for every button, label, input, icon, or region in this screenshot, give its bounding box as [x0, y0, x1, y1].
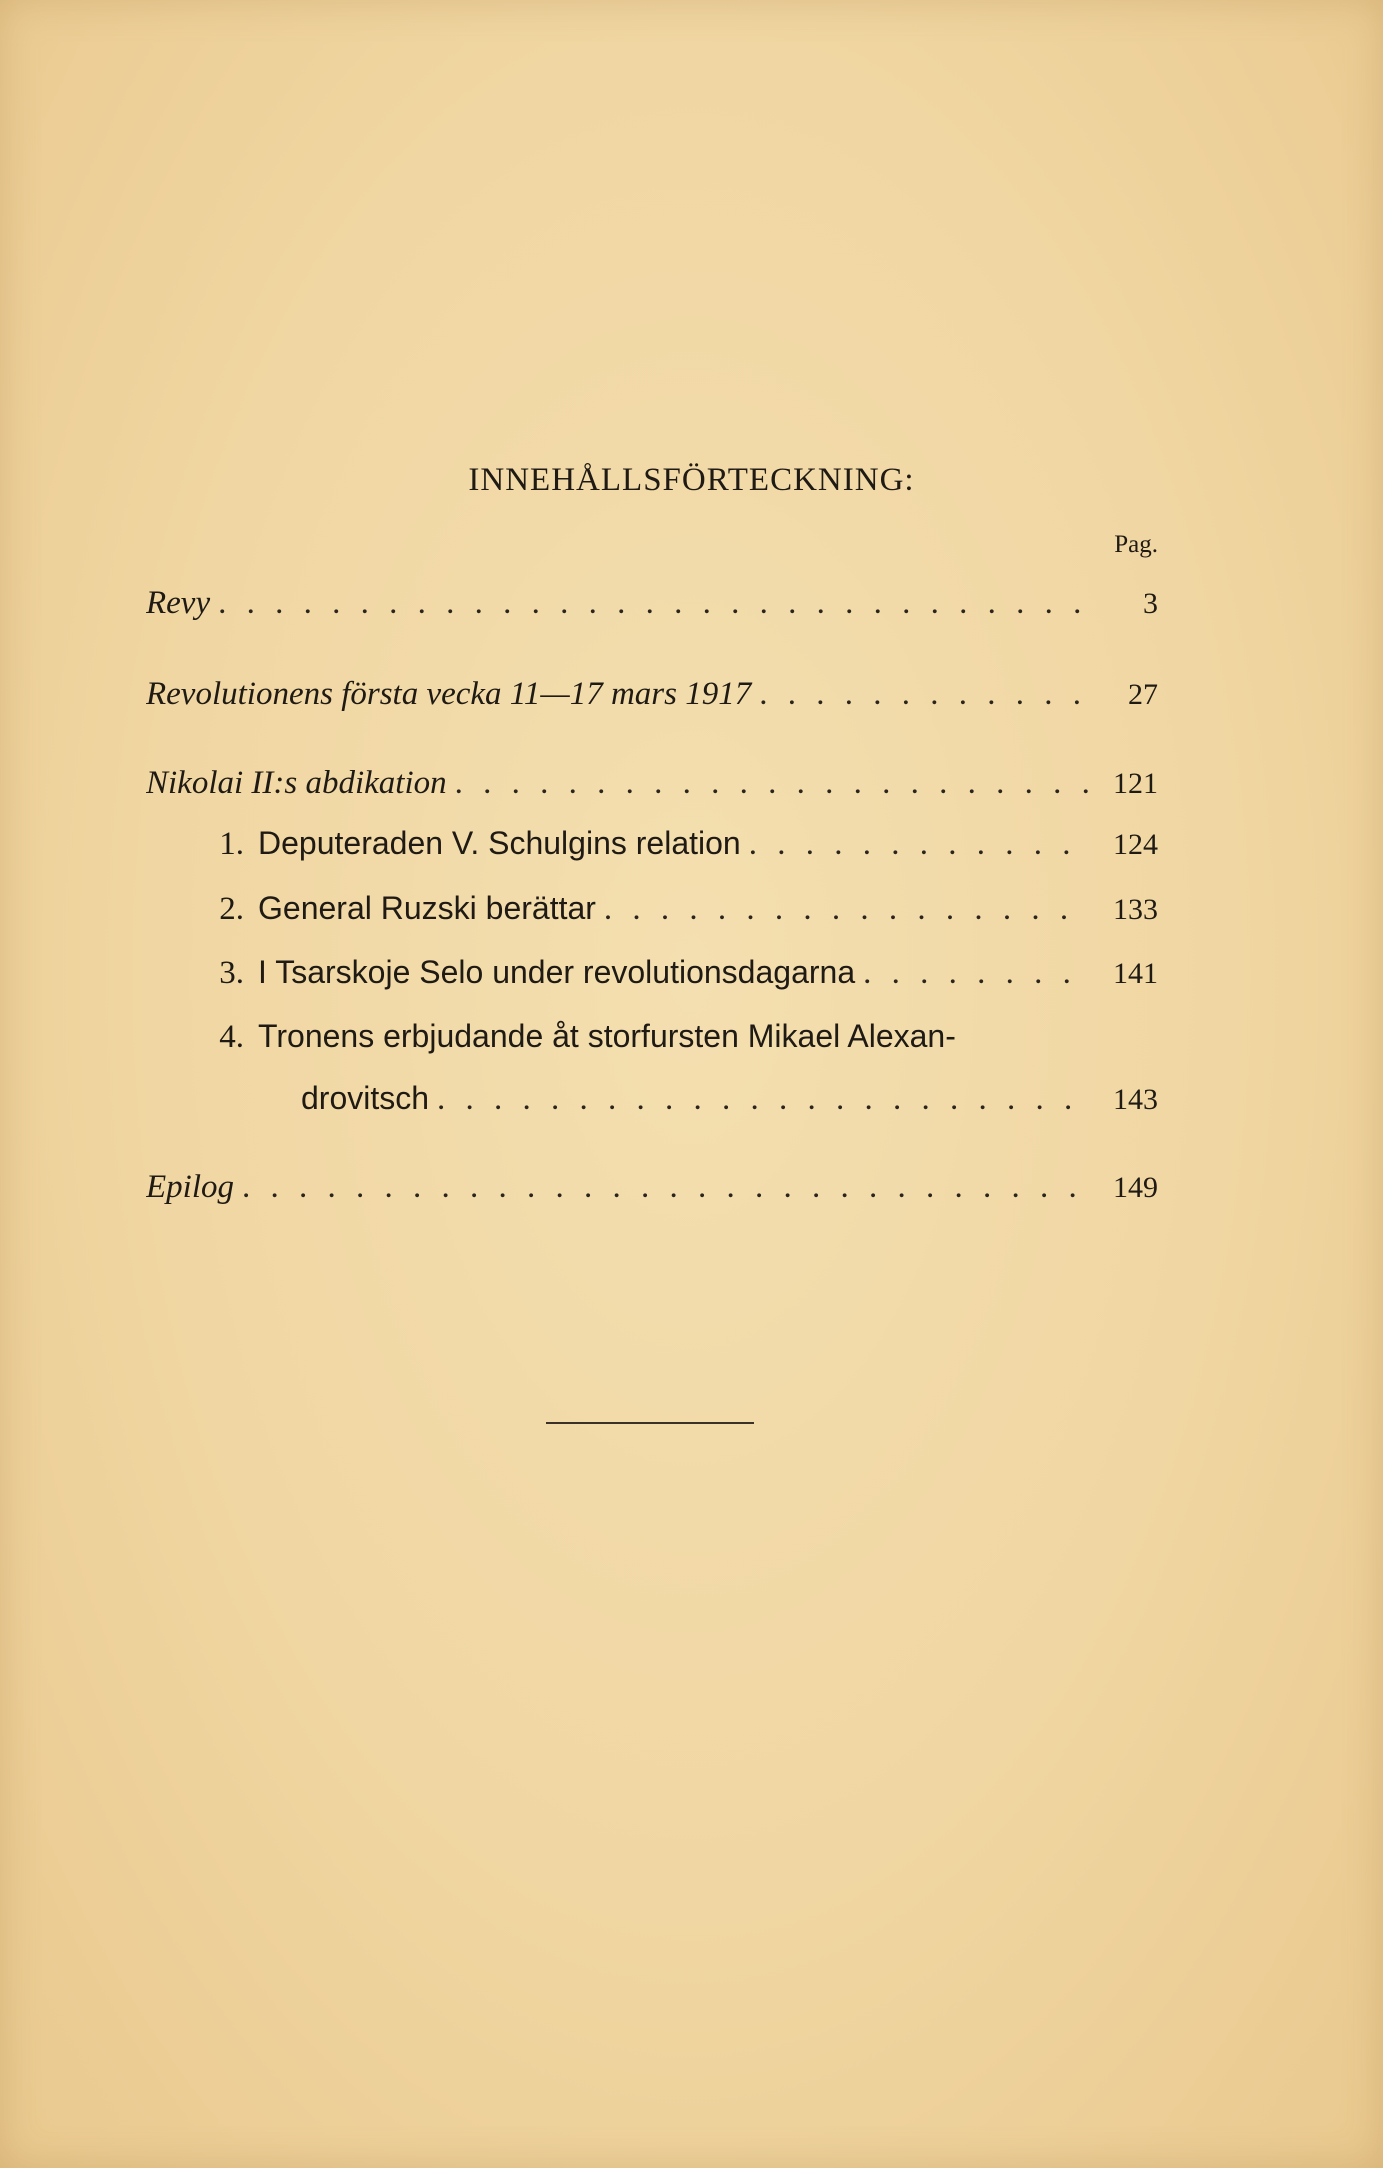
toc-entry-label: Revolutionens första vecka 11—17 mars 1917 — [146, 676, 752, 712]
toc-subentry-label: Tronens erbjudande åt storfursten Mikael Alexan- — [258, 1018, 956, 1054]
toc-subentry-page: 124 — [1113, 828, 1158, 861]
toc-entry-page: 121 — [1113, 767, 1158, 800]
dot-leader — [210, 583, 1088, 623]
toc-entry-forsta-vecka — [146, 674, 1158, 715]
toc-entry-page: 149 — [1113, 1171, 1158, 1204]
dot-leader — [596, 889, 1088, 929]
toc-subentry-label-continued: drovitsch — [301, 1080, 430, 1116]
dot-leader — [741, 824, 1088, 864]
dot-leader — [234, 1167, 1088, 1207]
toc-subentry-4 — [146, 1016, 1158, 1057]
toc-entry-page: 27 — [1128, 678, 1158, 711]
toc-subentry-number: 2. — [219, 891, 244, 927]
dot-leader — [751, 674, 1088, 714]
toc-entry-label: Nikolai II:s abdikation — [146, 765, 447, 801]
toc-subentry-number: 4. — [219, 1019, 244, 1055]
toc-subentry-page: 133 — [1113, 893, 1158, 926]
toc-entry-label: Revy — [146, 585, 211, 621]
dot-leader — [855, 953, 1088, 993]
toc-subentry-label: General Ruzski berättar — [258, 890, 596, 926]
toc-entry-revy — [146, 583, 1158, 624]
toc-subentry-2 — [146, 888, 1158, 930]
toc-subentry-label: Deputeraden V. Schulgins relation — [258, 825, 741, 861]
toc-subentry-number: 3. — [219, 955, 244, 991]
toc-subentry-label: I Tsarskoje Selo under revolutionsdagarna — [258, 954, 856, 990]
toc-entry-page: 3 — [1143, 587, 1158, 620]
toc-entry-epilog — [146, 1167, 1158, 1208]
dot-leader — [429, 1079, 1088, 1119]
toc-entry-abdikation — [146, 763, 1158, 804]
toc-subentry-page: 141 — [1113, 957, 1158, 990]
toc-heading: INNEHÅLLSFÖRTECKNING: — [468, 462, 915, 498]
closing-rule — [546, 1422, 754, 1424]
toc-subentry-page: 143 — [1113, 1083, 1158, 1116]
toc-subentry-number: 1. — [219, 826, 244, 862]
page-column-label: Pag. — [1114, 531, 1158, 558]
toc-subentry-4-continuation — [146, 1078, 1158, 1120]
toc-subentry-1 — [146, 823, 1158, 865]
toc-entry-label: Epilog — [146, 1169, 234, 1205]
dot-leader — [447, 763, 1088, 803]
toc-subentry-3 — [146, 952, 1158, 994]
